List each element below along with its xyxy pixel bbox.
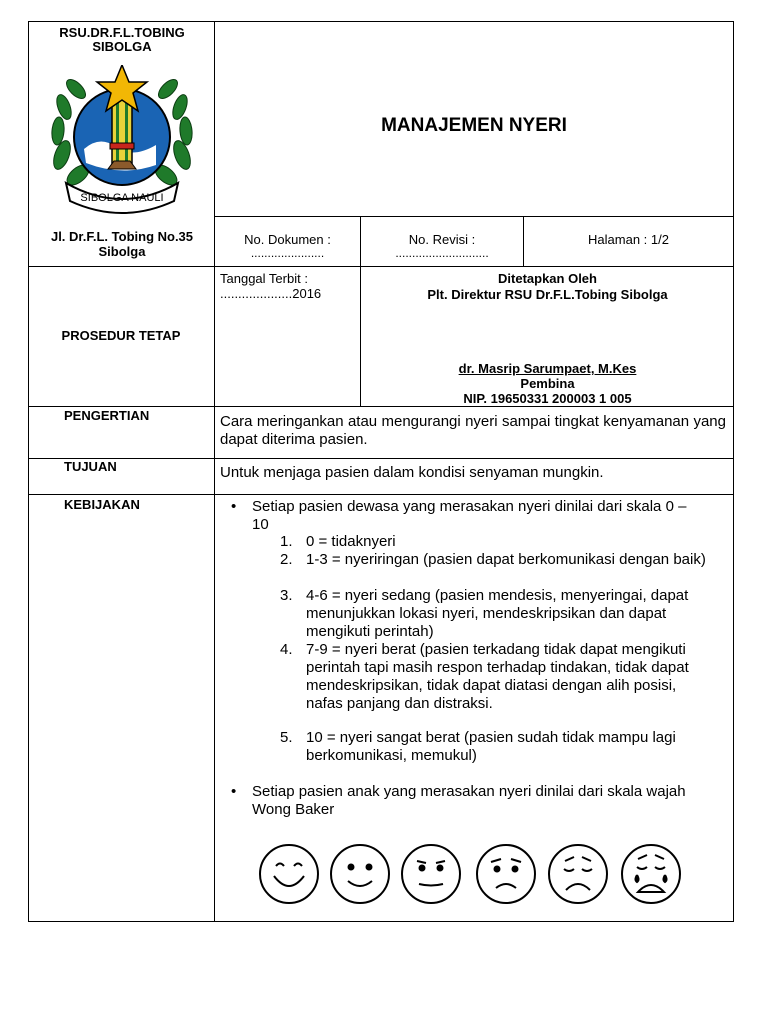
border-left	[28, 21, 29, 922]
face-happy-icon	[329, 843, 391, 910]
list-num-5: 5.	[280, 729, 293, 746]
list-item-10: 10 = nyeri sangat berat (pasien sudah tidak mampu lagi berkomunikasi, memukul)	[306, 729, 676, 764]
jabatan-direktur: Plt. Direktur RSU Dr.F.L.Tobing Sibolga	[427, 287, 668, 302]
no-revisi-label: No. Revisi :	[408, 232, 476, 247]
hospital-name: RSU.DR.F.L.TOBING SIBOLGA	[59, 25, 185, 54]
line-doc-row-bottom	[28, 266, 734, 267]
line-tujuan-bottom	[28, 494, 734, 495]
protap-label: PROSEDUR TETAP	[61, 328, 181, 343]
pengertian-label: PENGERTIAN	[64, 408, 150, 423]
face-slight-smile-icon	[400, 843, 462, 910]
no-revisi-value: ............................	[395, 246, 489, 260]
list-item-4-6: 4-6 = nyeri sedang (pasien mendesis, menyeringai, dapat menunjukkan lokasi nyeri, mendeskripsikan dan dapat mengikuti perintah)	[306, 587, 689, 640]
pejabat-nip: NIP. 19650331 200003 1 005	[463, 391, 632, 406]
tanggal-terbit-label: Tanggal Terbit :	[220, 271, 308, 286]
pejabat-pangkat: Pembina	[520, 376, 575, 391]
face-crying-icon	[620, 843, 682, 910]
border-bottom	[28, 921, 734, 922]
list-num-1: 1.	[280, 533, 293, 550]
tujuan-label: TUJUAN	[64, 459, 117, 474]
face-sad-icon	[475, 843, 537, 910]
logo-motto: SIBOLGA NAULI	[80, 192, 164, 204]
document-title: MANAJEMEN NYERI	[381, 115, 567, 136]
face-very-happy-icon	[258, 843, 320, 910]
line-pengertian-bottom	[28, 458, 734, 459]
tanggal-terbit-value: ....................2016	[220, 286, 322, 301]
no-dokumen-label: No. Dokumen :	[244, 232, 331, 247]
no-dokumen-value: ......................	[250, 246, 325, 260]
column-divider	[214, 21, 215, 922]
hospital-logo	[50, 65, 194, 220]
list-item-7-9: 7-9 = nyeri berat (pasien terkadang tidak dapat mengikuti perintah tapi masih respon terhadap tindakan, tidak dapat mendeskripsikan, tidak dapat diatasi dengan alih posisi, nafas panjang dan distraksi.	[306, 641, 689, 712]
border-top	[28, 21, 734, 22]
hospital-address: Jl. Dr.F.L. Tobing No.35 Sibolga	[50, 229, 194, 259]
face-very-sad-icon	[547, 843, 609, 910]
pengertian-text: Cara meringankan atau mengurangi nyeri sampai tingkat kenyamanan yang dapat diterima pasien.	[220, 413, 726, 448]
border-right	[733, 21, 734, 922]
list-num-2: 2.	[280, 551, 293, 568]
kebijakan-label: KEBIJAKAN	[64, 497, 140, 512]
halaman: Halaman : 1/2	[588, 232, 669, 247]
sop-document	[28, 21, 734, 922]
list-item-1-3: 1-3 = nyeriringan (pasien dapat berkomunikasi dengan baik)	[306, 551, 706, 568]
list-num-3: 3.	[280, 587, 293, 604]
list-num-4: 4.	[280, 641, 293, 658]
bullet-dot-2: •	[231, 783, 237, 800]
bullet-adult-scale: Setiap pasien dewasa yang merasakan nyeri dinilai dari skala 0 – 10	[252, 498, 687, 533]
ditetapkan-oleh: Ditetapkan Oleh	[498, 271, 597, 286]
pejabat-nama: dr. Masrip Sarumpaet, M.Kes	[458, 361, 637, 376]
tujuan-text: Untuk menjaga pasien dalam kondisi senyaman mungkin.	[220, 464, 604, 481]
bullet-child-scale: Setiap pasien anak yang merasakan nyeri dinilai dari skala wajah Wong Baker	[252, 783, 686, 818]
bullet-dot-1: •	[231, 498, 237, 515]
list-item-0: 0 = tidaknyeri	[306, 533, 396, 550]
line-title-bottom	[214, 216, 734, 217]
